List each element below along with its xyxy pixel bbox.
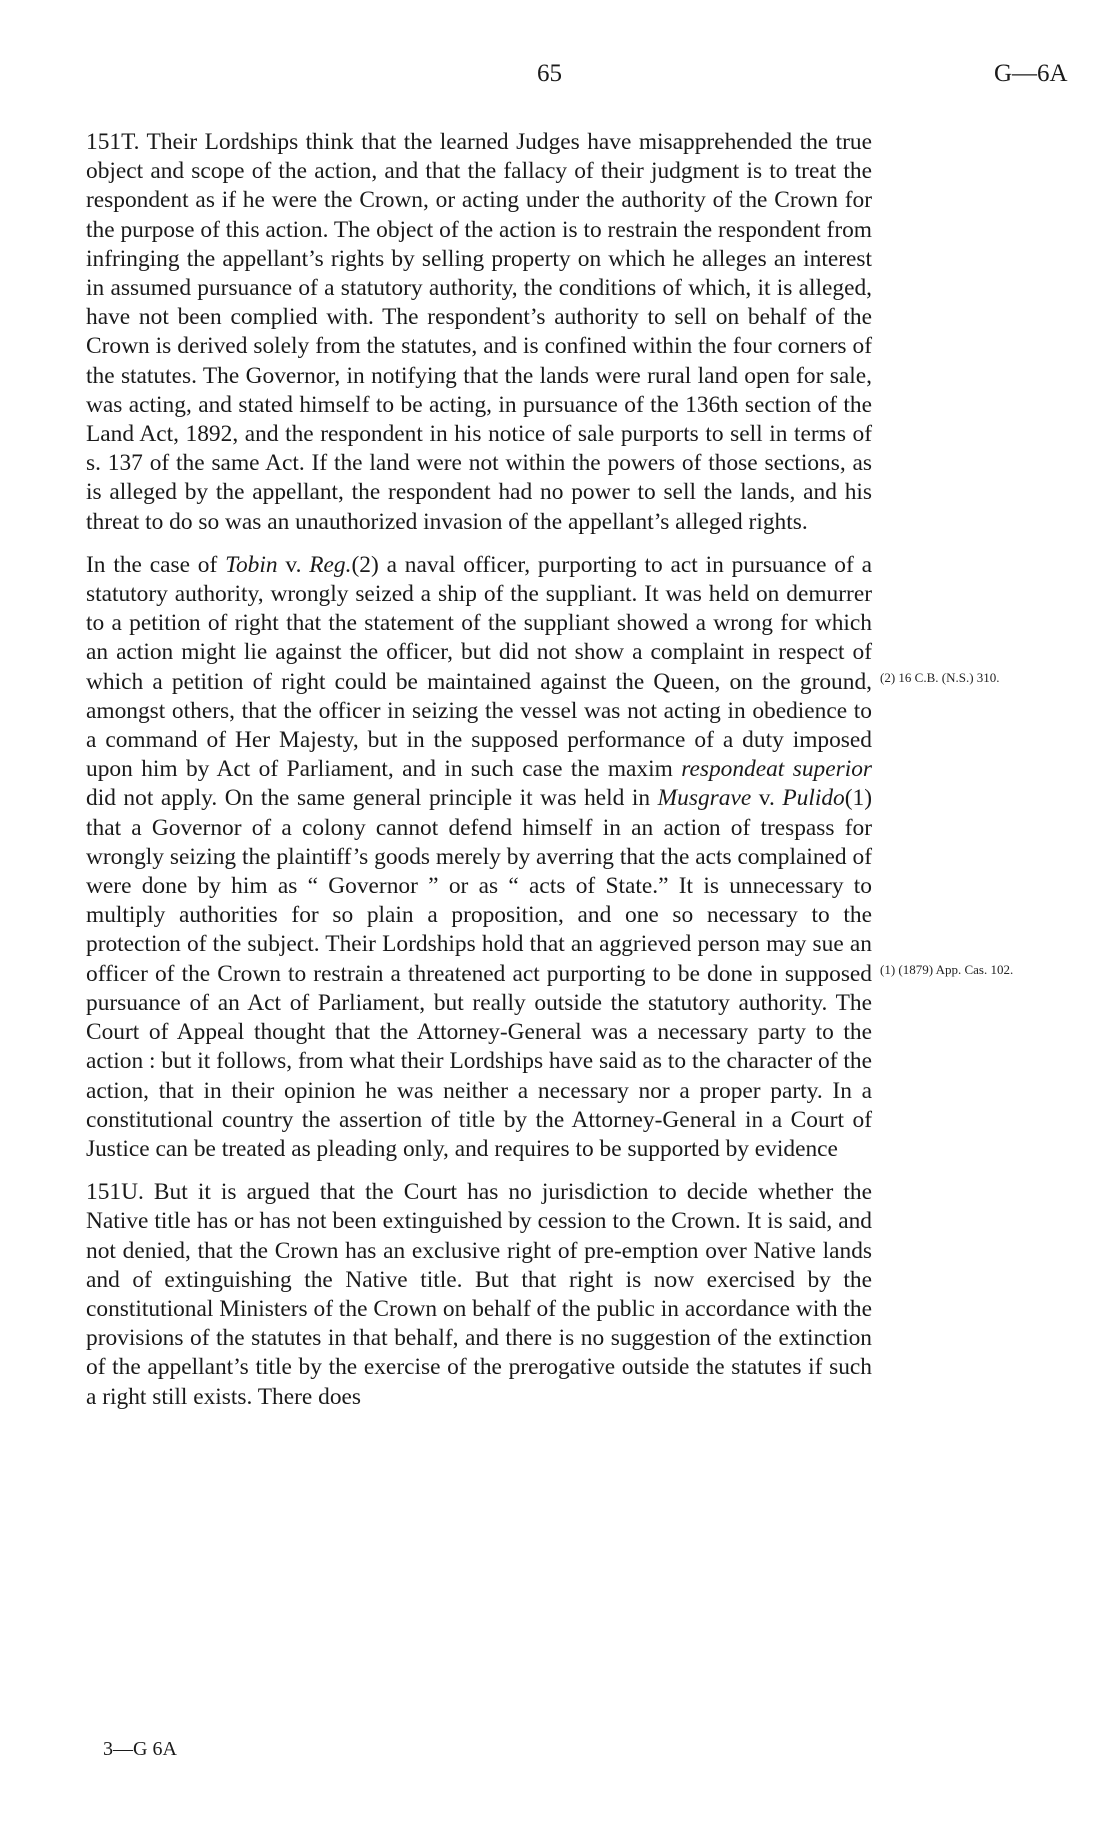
case-name-italic: Reg.	[309, 551, 352, 578]
paragraph-text: 151U. But it is argued that the Court has no jurisdiction to decide whether the Native title has or has not been extinguished by cession to the Crown. It is said, and not denied, that the Crown has an exclusive right of pre-emption over Native lands and of extinguishing the Native title. But that right is now exercised by the constitutional Ministers of the Crown on behalf of the public in accordance with the provisions of the statutes in that behalf, and there is no suggestion of the extinction of the appellant’s title by the exercise of the prerogative outside the statutes if such a right still exists. There does	[86, 1179, 872, 1410]
case-name-italic: Pulido	[782, 785, 845, 812]
case-name-italic: Tobin	[225, 551, 278, 578]
paragraph-tobin-v-reg	[86, 551, 872, 1164]
case-name-italic: respondeat superior	[681, 756, 872, 783]
paragraph-151t	[86, 128, 872, 537]
paragraph-text: In the case of	[86, 551, 226, 578]
paragraph-text: (2) a naval officer, purporting to act in pursuance of a statutory authority, wrongly seized a ship of the suppliant. It was held on demurrer to a petition of right that the statement of the suppliant showed a wrong for which an action might lie against the officer, but did not show a complaint in respect of which a petition of right could be maintained against the Queen, on the ground, amongst others, that the officer in seizing the vessel was not acting in obedience to a command of Her Majesty, but in the supposed performance of a duty imposed upon him by Act of Parliament, and in such case the maxim	[86, 551, 873, 783]
paragraph-151u	[86, 1178, 872, 1412]
paragraph-text: 151T. Their Lordships think that the learned Judges have misapprehended the true object and scope of the action, and that the fallacy of their judgment is to treat the respondent as if he were the Crown, or acting under the authority of the Crown for the purpose of this action. The object of the action is to restrain the respondent from infringing the appellant’s rights by selling property on which he alleges an interest in assumed pursuance of a statutory authority, the conditions of which, it is alleged, have not been complied with. The respondent’s authority to sell on behalf of the Crown is derived solely from the statutes, and is confined within the four corners of the statutes. The Governor, in notifying that the lands were rural land open for sale, was acting, and stated himself to be acting, in pursuance of the 136th section of the Land Act, 1892, and the respondent in his notice of sale purports to sell in terms of s. 137 of the same Act. If the land were not within the powers of those sections, as is alleged by the appellant, the respondent had no power to sell the lands, and his threat to do so was an unauthorized invasion of the appellant’s alleged rights.	[86, 129, 872, 535]
paragraph-text: v.	[277, 551, 310, 578]
page-number: 65	[537, 60, 562, 87]
paragraph-text: v.	[751, 785, 783, 812]
margin-citation-musgrave: (1) (1879) App. Cas. 102.	[880, 962, 1014, 977]
margin-citation-tobin: (2) 16 C.B. (N.S.) 310.	[880, 670, 1000, 685]
footer-signature: 3—G 6A	[103, 1738, 177, 1760]
paragraph-text: (1) that a Governor of a colony cannot defend himself in an action of trespass for wrongly seizing the plaintiff’s goods merely by averring that the acts complained of were done by him as “ Governor ” or as “ acts of State.” It is unnecessary to multiply authorities for so plain a proposition, and one so necessary to the protection of the subject. Their Lordships hold that an aggrieved person may sue an officer of the Crown to restrain a threatened act purporting to be done in supposed pursuance of an Act of Parliament, but really outside the statutory authority. The Court of Appeal thought that the Attorney-General was a necessary party to the action : but it follows, from what their Lordships have said as to the character of the action, that in their opinion he was neither a necessary nor a proper party. In a constitutional country the assertion of title by the Attorney-General in a Court of Justice can be treated as pleading only, and requires to be supported by evidence	[86, 785, 872, 1162]
case-name-italic: Musgrave	[657, 785, 752, 812]
paragraph-text: did not apply. On the same general principle it was held in	[86, 785, 658, 812]
document-reference: G—6A	[994, 60, 1068, 87]
body-text	[86, 128, 872, 1412]
